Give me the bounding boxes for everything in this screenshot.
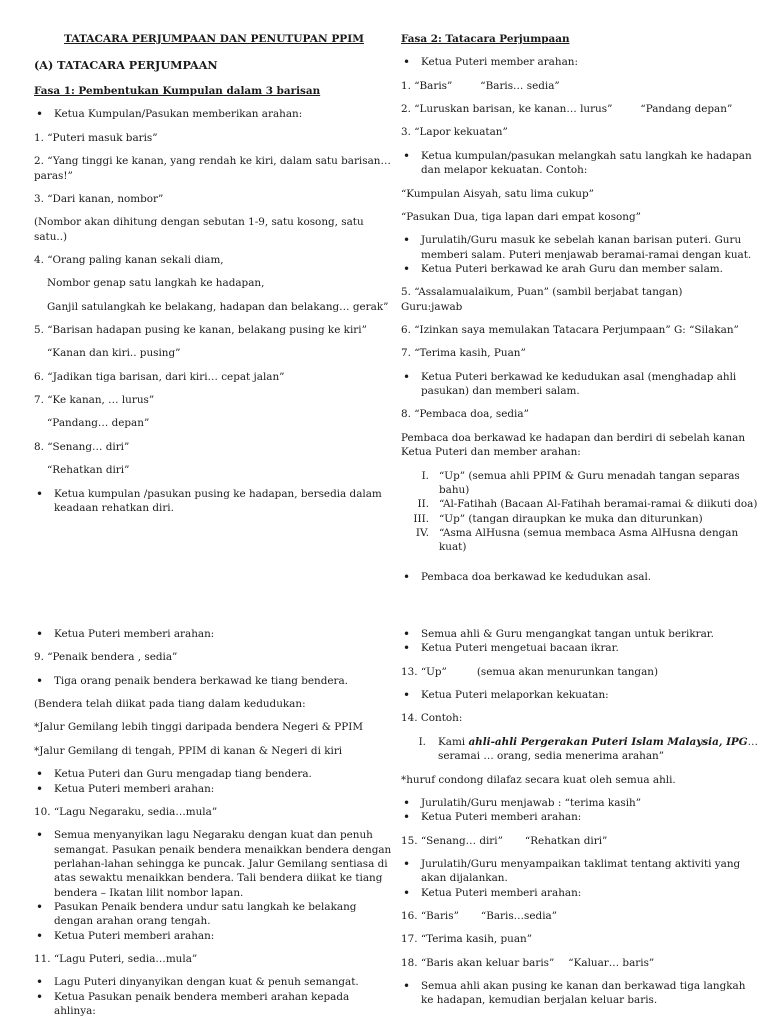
section-a-heading: (A) TATACARA PERJUMPAAN: [34, 57, 218, 72]
bullet-list: [401, 796, 761, 825]
paragraph: *Jalur Gemilang lebih tinggi daripada bendera Negeri & PPIM: [34, 721, 363, 734]
command-line: 7. “Terima kasih, Puan”: [401, 347, 526, 360]
note-text: *huruf condong dilafaz secara kuat oleh semua ahli.: [401, 773, 676, 786]
command-part: “Baris…sedia”: [480, 910, 558, 923]
list-item: • Ketua Puteri member arahan:: [401, 55, 761, 69]
roman-list: [401, 469, 761, 555]
command-line: 5. “Barisan hadapan pusing ke kanan, belakang pusing ke kiri”: [34, 324, 367, 337]
command-line: [401, 834, 761, 848]
bullet-list: [34, 767, 394, 796]
list-item: • Ketua Puteri berkawad ke arah Guru dan member salam.: [401, 262, 761, 276]
list-number: II.: [417, 498, 429, 511]
page2-right-column: [401, 627, 761, 1017]
list-item: • Jurulatih/Guru masuk ke sebelah kanan barisan puteri. Guru memberi salam. Puteri menjawab beramai-ramai dengan kuat.: [401, 233, 761, 262]
command-line: “Pandang… depan”: [47, 417, 150, 430]
list-item: • Lagu Puteri dinyanyikan dengan kuat & penuh semangat.: [34, 975, 394, 989]
list-item: • Jurulatih/Guru menyampaikan taklimat tentang aktiviti yang akan dijalankan.: [401, 857, 761, 886]
page1-left-column: [34, 32, 394, 524]
list-item: • Ketua Puteri dan Guru mengadap tiang bendera.: [34, 767, 394, 781]
bullet-list: [401, 149, 761, 178]
bullet-list: [34, 107, 394, 121]
list-item: • Ketua Puteri memberi arahan:: [34, 929, 394, 943]
paragraph: Pembaca doa berkawad ke hadapan dan berdiri di sebelah kanan Ketua Puteri dan member arahan:: [401, 431, 746, 459]
list-item: • Tiga orang penaik bendera berkawad ke tiang bendera.: [34, 674, 394, 688]
bullet-list: [401, 233, 761, 276]
command-line: “Rehatkan diri”: [47, 464, 130, 477]
list-item: • Ketua Puteri melaporkan kekuatan:: [401, 688, 761, 702]
list-item: [401, 512, 761, 526]
list-item: • Semua ahli akan pusing ke kanan dan berkawad tiga langkah ke hadapan, kemudian berjalan keluar baris.: [401, 979, 761, 1008]
list-item: • Semua menyanyikan lagu Negaraku dengan kuat dan penuh semangat. Pasukan penaik bendera menaikkan bendera dengan perlahan-lahan sehingga ke puncak. Jalur Gemilang sentiasa di atas sewaktu menaikkan bendera. Tali bendera diikat ke tiang bendera – Ikatan lilit nombor lapan.: [34, 828, 394, 900]
report-text: [438, 735, 758, 764]
list-item: • Ketua Kumpulan/Pasukan memberikan arahan:: [34, 107, 394, 121]
command-line: 2. “Yang tinggi ke kanan, yang rendah ke kiri, dalam satu barisan…paras!”: [34, 155, 391, 182]
list-item: • Pembaca doa berkawad ke kedudukan asal.: [401, 570, 761, 584]
report-part: …: [747, 735, 759, 748]
list-number: I.: [418, 735, 426, 748]
list-item: • Ketua Puteri memberi arahan:: [34, 627, 394, 641]
example-line: “Pasukan Dua, tiga lapan dari empat kosong”: [401, 210, 641, 223]
bullet-list: [401, 857, 761, 900]
bullet-list: [401, 627, 761, 656]
command-line: 10. “Lagu Negaraku, sedia…mula”: [34, 805, 218, 818]
bullet-list: [401, 979, 761, 1008]
command-line: 17. “Terima kasih, puan”: [401, 933, 533, 946]
command-line: 1. “Puteri masuk baris”: [34, 131, 158, 144]
bullet-list: [34, 674, 394, 688]
command-line: [401, 79, 761, 93]
list-item: [401, 526, 761, 555]
bullet-list: [401, 370, 761, 399]
page1-right-column: [401, 32, 761, 593]
list-item: • Ketua Puteri memberi arahan:: [401, 886, 761, 900]
command-line: 8. “Pembaca doa, sedia”: [401, 408, 529, 421]
note-text: (Nombor akan dihitung dengan sebutan 1-9, satu kosong, satu satu..): [34, 216, 364, 243]
report-italic-part: ahli-ahli Pergerakan Puteri Islam Malaysia, IPG: [468, 735, 748, 748]
command-part: “Rehatkan diri”: [524, 834, 608, 847]
list-item: • Jurulatih/Guru menjawab : “terima kasih”: [401, 796, 761, 810]
page2-left-column: [34, 627, 394, 1028]
bullet-list: [34, 828, 394, 943]
bullet-list: [401, 55, 761, 69]
command-part: (semua akan menurunkan tangan): [476, 665, 659, 678]
report-part: seramai … orang, sedia menerima arahan”: [438, 750, 665, 763]
list-item: [401, 497, 761, 511]
command-part: “Pandang depan”: [640, 103, 733, 116]
report-example: [401, 735, 761, 764]
list-number: III.: [413, 512, 429, 525]
command-line: 7. “Ke kanan, … lurus”: [34, 394, 155, 407]
bullet-list: [34, 627, 394, 641]
list-item: • Pasukan Penaik bendera undur satu langkah ke belakang dengan arahan orang tengah.: [34, 900, 394, 929]
command-part: Guru:jawab: [401, 300, 463, 313]
command-line: 3. “Lapor kekuatan”: [401, 126, 508, 139]
list-item: • Ketua kumpulan/pasukan melangkah satu langkah ke hadapan dan melapor kekuatan. Contoh:: [401, 149, 761, 178]
command-line: [401, 285, 761, 314]
command-line: [401, 956, 761, 970]
list-item: • Semua ahli & Guru mengangkat tangan untuk berikrar.: [401, 627, 761, 641]
example-line: “Kumpulan Aisyah, satu lima cukup”: [401, 187, 594, 200]
bullet-list: [401, 570, 761, 584]
command-line: [401, 665, 761, 679]
command-part: 5. “Assalamualaikum, Puan” (sambil berjabat tangan): [401, 286, 683, 299]
command-line: Ganjil satulangkah ke belakang, hadapan dan belakang… gerak”: [47, 300, 389, 313]
list-item: [401, 469, 761, 498]
list-item: • Ketua Puteri mengetuai bacaan ikrar.: [401, 641, 761, 655]
list-text: “Asma AlHusna (semua membaca Asma AlHusna dengan kuat): [439, 526, 739, 554]
command-line: [401, 909, 761, 923]
command-line: 6. “Izinkan saya memulakan Tatacara Perjumpaan” G: “Silakan”: [401, 324, 739, 337]
command-line: 6. “Jadikan tiga barisan, dari kiri… cepat jalan”: [34, 370, 285, 383]
command-part: 13. “Up”: [401, 665, 447, 678]
command-line: “Kanan dan kiri.. pusing”: [47, 347, 181, 360]
command-part: 16. “Baris”: [401, 910, 459, 923]
list-text: “Up” (tangan diraupkan ke muka dan diturunkan): [439, 512, 703, 525]
bullet-list: [34, 487, 394, 516]
list-text: “Al-Fatihah (Bacaan Al-Fatihah beramai-ramai & diikuti doa): [439, 498, 758, 511]
fasa1-heading: Fasa 1: Pembentukan Kumpulan dalam 3 barisan: [34, 85, 321, 98]
paragraph: (Bendera telah diikat pada tiang dalam kedudukan:: [34, 698, 306, 711]
command-line: 11. “Lagu Puteri, sedia…mula”: [34, 953, 198, 966]
command-part: 1. “Baris”: [401, 79, 453, 92]
command-line: 9. “Penaik bendera , sedia”: [34, 651, 178, 664]
report-part: Kami: [438, 735, 469, 748]
command-line: 4. “Orang paling kanan sekali diam,: [34, 253, 224, 266]
page-title: TATACARA PERJUMPAAN DAN PENUTUPAN PPIM: [64, 33, 364, 45]
list-item: • Ketua Puteri memberi arahan:: [34, 782, 394, 796]
command-part: “Kaluar… baris”: [568, 956, 655, 969]
command-line: 3. “Dari kanan, nombor”: [34, 192, 164, 205]
fasa2-heading: Fasa 2: Tatacara Perjumpaan: [401, 33, 570, 45]
command-part: 2. “Luruskan barisan, ke kanan… lurus”: [401, 103, 613, 116]
command-part: 15. “Senang… diri”: [401, 834, 503, 847]
command-part: 18. “Baris akan keluar baris”: [401, 956, 555, 969]
command-line: Nombor genap satu langkah ke hadapan,: [47, 277, 265, 290]
list-item: • Ketua Pasukan penaik bendera memberi arahan kepada ahlinya:: [34, 990, 394, 1019]
command-part: “Baris… sedia”: [480, 79, 560, 92]
bullet-list: [34, 975, 394, 1018]
list-number: IV.: [415, 526, 429, 539]
command-line: [401, 102, 761, 116]
list-number: I.: [421, 469, 429, 482]
list-item: • Ketua kumpulan /pasukan pusing ke hadapan, bersedia dalam keadaan rehatkan diri.: [34, 487, 394, 516]
bullet-list: [401, 688, 761, 702]
paragraph: *Jalur Gemilang di tengah, PPIM di kanan & Negeri di kiri: [34, 744, 343, 757]
list-item: • Ketua Puteri berkawad ke kedudukan asal (menghadap ahli pasukan) dan memberi salam.: [401, 370, 761, 399]
command-line: 14. Contoh:: [401, 712, 463, 725]
command-line: 8. “Senang… diri”: [34, 440, 130, 453]
list-item: • Ketua Puteri memberi arahan:: [401, 810, 761, 824]
list-text: “Up” (semua ahli PPIM & Guru menadah tangan separas bahu): [439, 469, 740, 496]
